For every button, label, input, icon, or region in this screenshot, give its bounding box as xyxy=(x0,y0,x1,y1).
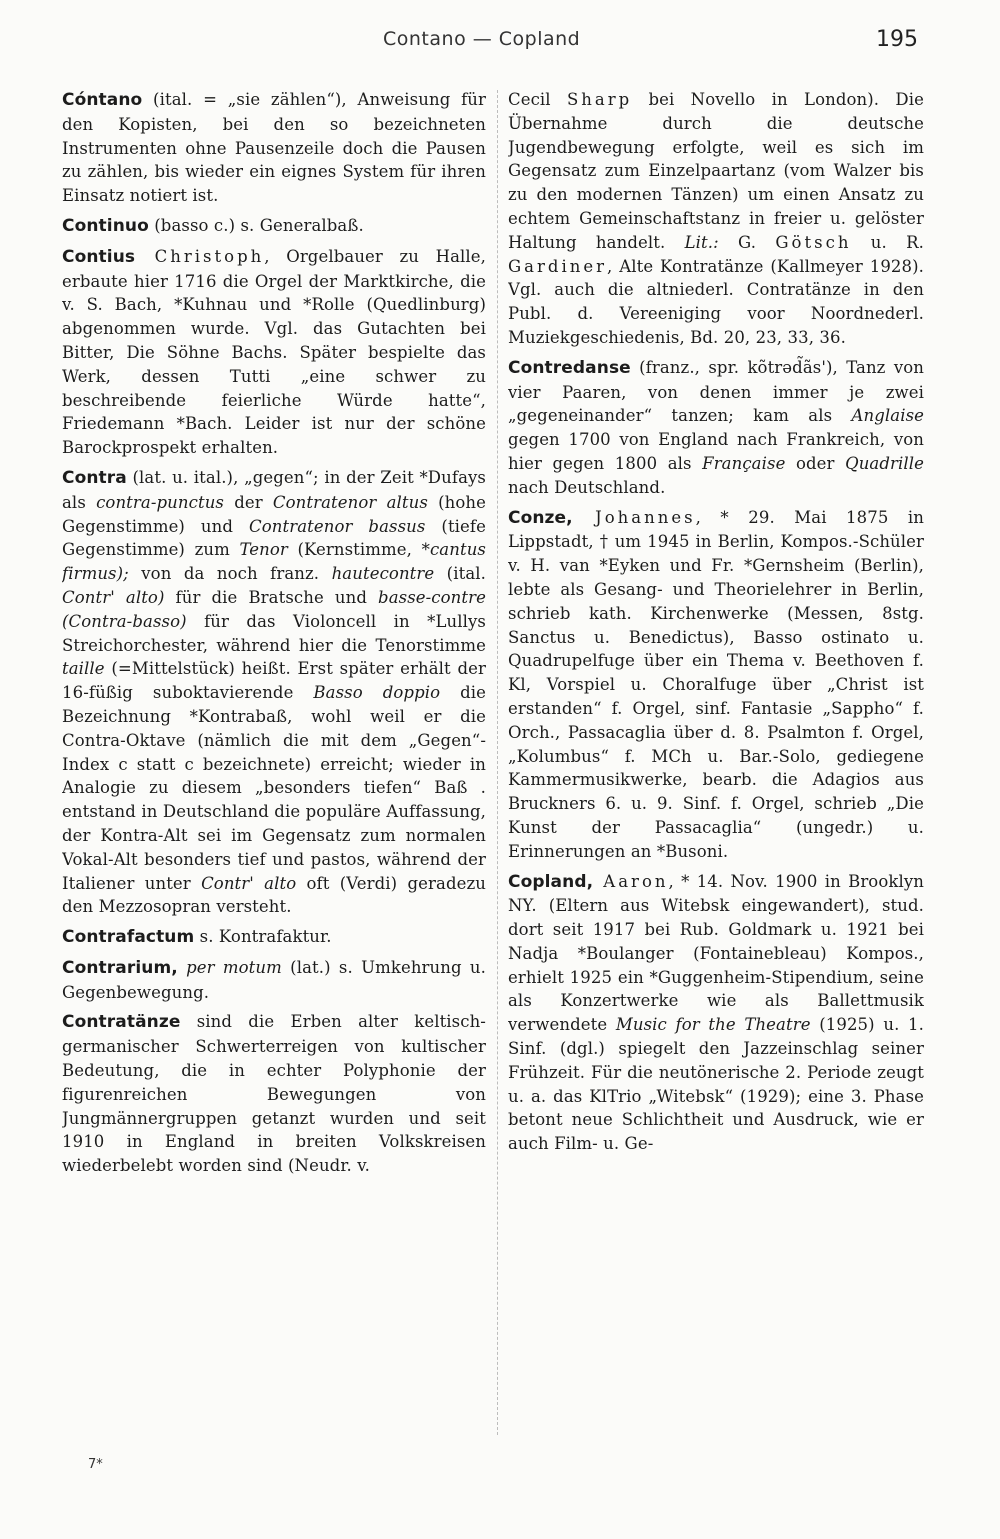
italic-term: taille xyxy=(62,659,105,679)
entry-text: (ital. = „sie zählen“), Anweisung für den Kopisten, bei den so bezeichneten Instrumenten ohne Pausenzeile doch die Pausen zu zählen, bis wieder ein eignes System für ihren Einsatz notiert ist. xyxy=(62,90,486,206)
entry-text: oder xyxy=(785,453,846,473)
right-column xyxy=(508,88,924,1438)
italic-term: Contratenor bassus xyxy=(248,516,426,536)
entry-text: (lat. u. ital.), „gegen“; in der Zeit *Dufays als xyxy=(62,467,486,512)
entry-conze xyxy=(508,506,924,864)
entry-text: , * 14. Nov. 1900 in Brooklyn NY. (Eltern aus Witebsk eingewandert), stud. dort seit 1917 bei Rub. Goldmark u. 1921 bei Nadja *Boulanger (Fontainebleau) Kompos., erhielt 1925 ein *Guggenheim-Stipendium, seine als Konzertwerke wie als Ballettmusik verwendete xyxy=(508,871,924,1035)
headword: Copland, xyxy=(508,871,594,892)
entry-contratanze xyxy=(62,1010,486,1178)
entry-contrafactum xyxy=(62,925,486,950)
running-title: Contano — Copland xyxy=(383,28,581,50)
entry-text: (lat.) s. Umkehrung u. Gegenbewegung. xyxy=(62,957,486,1002)
entry-text: sind die Erben alter keltisch-germanischer Schwerterreigen von kultischer Bedeutung, die in echter Polyphonie der figurenreichen Bewegungen von Jungmännergruppen getanzt wurden und seit 1910 in England in breiten Volkskreisen wiederbelebt worden sind (Neudr. v. xyxy=(62,1012,486,1176)
signature-mark: 7* xyxy=(88,1457,103,1472)
entry-contratanze-continued xyxy=(508,88,924,350)
entry-text: Cecil xyxy=(508,90,567,109)
entry-text: für die Bratsche und xyxy=(164,587,379,607)
person-name: Gardiner xyxy=(508,256,608,276)
entry-text: für das Violoncell in *Lullys Streichorchester, während hier die Tenorstimme xyxy=(62,611,486,655)
headword: Contredanse xyxy=(508,357,631,378)
entry-contra xyxy=(62,466,486,919)
italic-term: Contratenor altus xyxy=(272,492,428,512)
entry-text: s. Kontrafaktur. xyxy=(194,927,332,947)
italic-term: Basso doppio xyxy=(313,683,441,703)
headword: Conze, xyxy=(508,507,573,528)
italic-term: Quadrille xyxy=(845,453,924,473)
italic-term: basse-contre (Contra-basso) xyxy=(62,587,486,631)
italic-term: Française xyxy=(702,453,786,473)
page-header xyxy=(0,28,1000,58)
italic-term: contra-punctus xyxy=(96,492,224,512)
person-name: Sharp xyxy=(566,90,633,109)
entry-contano xyxy=(62,88,486,208)
column-divider xyxy=(497,90,498,1435)
italic-term: Music for the Theatre xyxy=(615,1015,811,1035)
entry-text: (basso c.) s. Generalbaß. xyxy=(148,215,364,235)
headword: Contratänze xyxy=(62,1012,181,1033)
entry-text: die Bezeichnung *Kontrabaß, wohl weil er die Contra-Oktave (nämlich die mit dem „Gegen“-Index c statt c bezeichnete) erreicht; wieder in Analogie zu diesem „besonders tiefen“ Baß . entstand in Deutschland die populäre Auffassung, der Kontra-Alt sei im Gegensatz zum normalen Vokal-Alt besonders tief und pastos, während der Italiener unter xyxy=(62,683,486,893)
italic-term: hautecontre xyxy=(331,564,435,584)
headword: Contius xyxy=(62,246,136,267)
entry-text: (tiefe Gegenstimme) zum xyxy=(62,516,486,560)
italic-term: *cantus firmus); xyxy=(62,540,486,584)
entry-text: u. R. xyxy=(851,232,924,252)
entry-text: (1925) u. 1. Sinf. (dgl.) spiegelt den Jazzeinschlag seiner Frühzeit. Für die neutönerische 2. Periode zeugt u. a. das KlTrio „Witebsk“ (1929); eine 3. Phase betont neue Schlichtheit und Ausdruck, wie er auch Film- u. Ge- xyxy=(508,1015,924,1154)
entry-continuo xyxy=(62,214,486,239)
entry-text: der xyxy=(224,492,273,512)
entry-text: (ital. xyxy=(434,564,486,584)
headword: Contra xyxy=(62,467,127,488)
person-name: Christoph xyxy=(135,246,265,266)
entry-copland xyxy=(508,870,924,1157)
entry-text: bei Novello in London). Die Übernahme durch die deutsche Jugendbewegung erfolgte, weil es sich im Gegensatz zum Einzelpaartanz (vom Walzer bis zu den modernen Tänzen) um einen Ansatz zu echtem Gemeinschaftstanz in freier u. gelöster Haltung handelt. xyxy=(508,90,924,252)
entry-contius xyxy=(62,245,486,460)
entry-text: nach Deutschland. xyxy=(508,477,666,497)
entry-text: gegen 1700 von England nach Frankreich, von hier gegen 1800 als xyxy=(508,430,924,473)
headword: Continuo xyxy=(62,215,149,236)
page-number: 195 xyxy=(876,27,918,52)
person-name: Johannes xyxy=(572,507,696,527)
entry-text: (franz., spr. kõtrəd̃ãs'), Tanz von vier Paaren, von denen immer je zwei „gegeneinander“ tanzen; kam als xyxy=(508,357,924,426)
entry-text: , Alte Kontratänze (Kallmeyer 1928). Vgl. auch die altniederl. Contratänze in den Publ. d. Vereeniging voor Noordnederl. Muziekgeschiedenis, Bd. 20, 23, 33, 36. xyxy=(508,256,924,347)
entry-text: (Kernstimme, xyxy=(287,540,422,560)
entry-contredanse xyxy=(508,356,924,500)
entry-contrarium xyxy=(62,956,486,1005)
headword: Cóntano xyxy=(62,90,143,110)
italic-term: per motum xyxy=(177,957,282,977)
entry-text: von da noch franz. xyxy=(128,564,332,584)
italic-term: Contr' alto) xyxy=(62,587,165,607)
italic-term: Contr' alto xyxy=(201,873,297,893)
italic-term: Tenor xyxy=(239,540,288,560)
person-name: Aaron xyxy=(593,871,669,891)
entry-text: (=Mittelstück) heißt. Erst später erhält der 16-füßig suboktavierende xyxy=(62,659,486,703)
entry-text: oft (Verdi) geradezu den Mezzosopran versteht. xyxy=(62,873,486,917)
italic-term: Lit.: xyxy=(684,232,719,252)
headword: Contrafactum xyxy=(62,927,195,948)
italic-term: Anglaise xyxy=(851,406,924,426)
person-name: Götsch xyxy=(775,232,852,252)
left-column xyxy=(62,88,486,1438)
entry-text: , * 29. Mai 1875 in Lippstadt, † um 1945 in Berlin, Kompos.-Schüler v. H. van *Eyken und Fr. *Gernsheim (Berlin), lebte als Gesang- und Theorielehrer in Berlin, schrieb kath. Kirchenwerke (Messen, 8stg. Sanctus u. Benedictus), Basso ostinato u. Quadrupelfuge über ein Thema v. Beethoven f. Kl, Vorspiel u. Choralfuge über „Christ ist erstanden“ f. Orgel, sinf. Fantasie „Sappho“ f. Orch., Passacaglia über d. 8. Psalmton f. Orgel, „Kolumbus“ f. MCh u. Bar.-Solo, gediegene Kammermusikwerke, bearb. die Adagios aus Bruckners 6. u. 9. Sinf. f. Orgel, schrieb „Die Kunst der Passacaglia“ (ungedr.) u. Erinnerungen an *Busoni. xyxy=(508,507,924,861)
entry-text: , Orgelbauer zu Halle, erbaute hier 1716 die Orgel der Marktkirche, die v. S. Bach, *Kuhnau und *Rolle (Quedlinburg) abgenommen wurde. Vgl. das Gutachten bei Bitter, Die Söhne Bachs. Später bespielte das Werk, dessen Tutti „eine schwer zu beschreibende feierliche Würde hatte“, Friedemann *Bach. Leider ist nur der schöne Barockprospekt erhalten. xyxy=(62,246,486,458)
headword: Contrarium, xyxy=(62,957,178,978)
entry-text: (hohe Gegenstimme) und xyxy=(62,492,486,536)
entry-text: G. xyxy=(718,232,776,252)
